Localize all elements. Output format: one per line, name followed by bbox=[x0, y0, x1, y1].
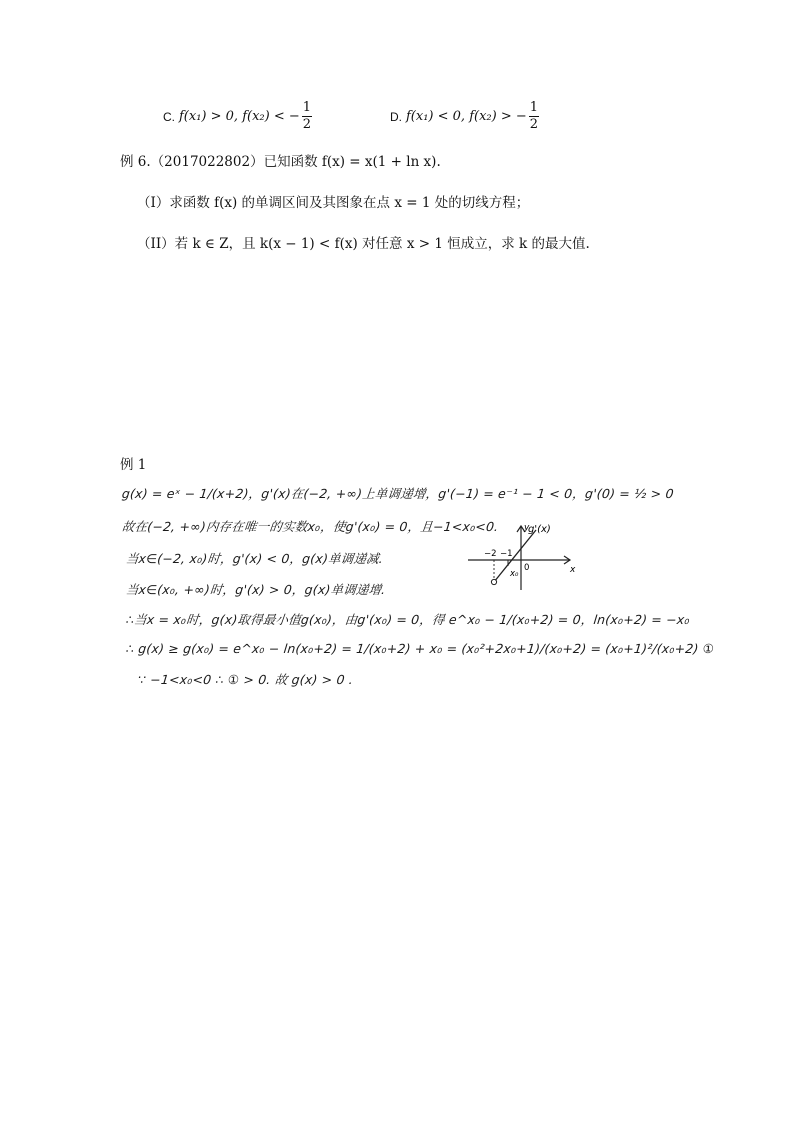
example6-title: 例 6.（2017022802）已知函数 f(x) = x(1 + ln x). bbox=[120, 154, 441, 170]
y-label: y bbox=[524, 523, 530, 533]
tick-neg1: −1 bbox=[500, 549, 513, 559]
x-label: x bbox=[570, 565, 576, 575]
option-d bbox=[390, 100, 539, 133]
example1-label: 例 1 bbox=[120, 457, 147, 473]
option-c-frac-den: 2 bbox=[302, 117, 312, 132]
solution-line-2: 故在(−2, +∞)内存在唯一的实数x₀，使g'(x₀) = 0，且−1<x₀<0. bbox=[121, 519, 500, 534]
option-c bbox=[163, 100, 312, 133]
option-c-label: C. bbox=[163, 109, 175, 124]
solution-line-4: 当x∈(x₀, +∞)时，g'(x) > 0，g(x)单调递增. bbox=[125, 582, 387, 597]
example6-part2: （II）若 k ∈ Z，且 k(x − 1) < f(x) 对任意 x > 1 恒成立，求 k 的最大值. bbox=[137, 236, 590, 252]
example6-part1: （I）求函数 f(x) 的单调区间及其图象在点 x = 1 处的切线方程； bbox=[137, 195, 530, 211]
option-c-fraction bbox=[302, 100, 312, 133]
option-d-label: D. bbox=[390, 109, 402, 124]
option-d-frac-den: 2 bbox=[529, 117, 539, 132]
solution-line-3: 当x∈(−2, x₀)时，g'(x) < 0，g(x)单调递减. bbox=[125, 551, 384, 566]
option-c-frac-num: 1 bbox=[302, 100, 312, 115]
open-endpoint bbox=[491, 579, 496, 584]
gprime-sketch bbox=[466, 520, 586, 592]
curve-label: g'(x) bbox=[528, 524, 551, 535]
solution-line-5: ∴当x = x₀时，g(x)取得最小值g(x₀)，由g'(x₀) = 0，得 e^x₀ − 1/(x₀+2) = 0，ln(x₀+2) = −x₀ bbox=[125, 612, 691, 627]
root-label: x₀ bbox=[510, 569, 519, 579]
origin-label: 0 bbox=[524, 563, 530, 573]
option-d-frac-num: 1 bbox=[529, 100, 539, 115]
solution-line-6: ∴ g(x) ≥ g(x₀) = e^x₀ − ln(x₀+2) = 1/(x₀+2) + x₀ = (x₀²+2x₀+1)/(x₀+2) = (x₀+1)²/(x₀+2) ① bbox=[125, 641, 715, 656]
solution-line-1: g(x) = eˣ − 1/(x+2)，g'(x)在(−2, +∞)上单调递增，g'(−1) = e⁻¹ − 1 < 0，g'(0) = ½ > 0 bbox=[121, 486, 675, 501]
tick-neg2: −2 bbox=[484, 549, 497, 559]
option-d-fraction bbox=[529, 100, 539, 133]
option-c-text: f(x₁) > 0, f(x₂) < − bbox=[179, 109, 300, 124]
solution-line-7: ∵ −1<x₀<0 ∴ ① > 0. 故 g(x) > 0 . bbox=[137, 672, 354, 687]
option-d-text: f(x₁) < 0, f(x₂) > − bbox=[406, 109, 527, 124]
